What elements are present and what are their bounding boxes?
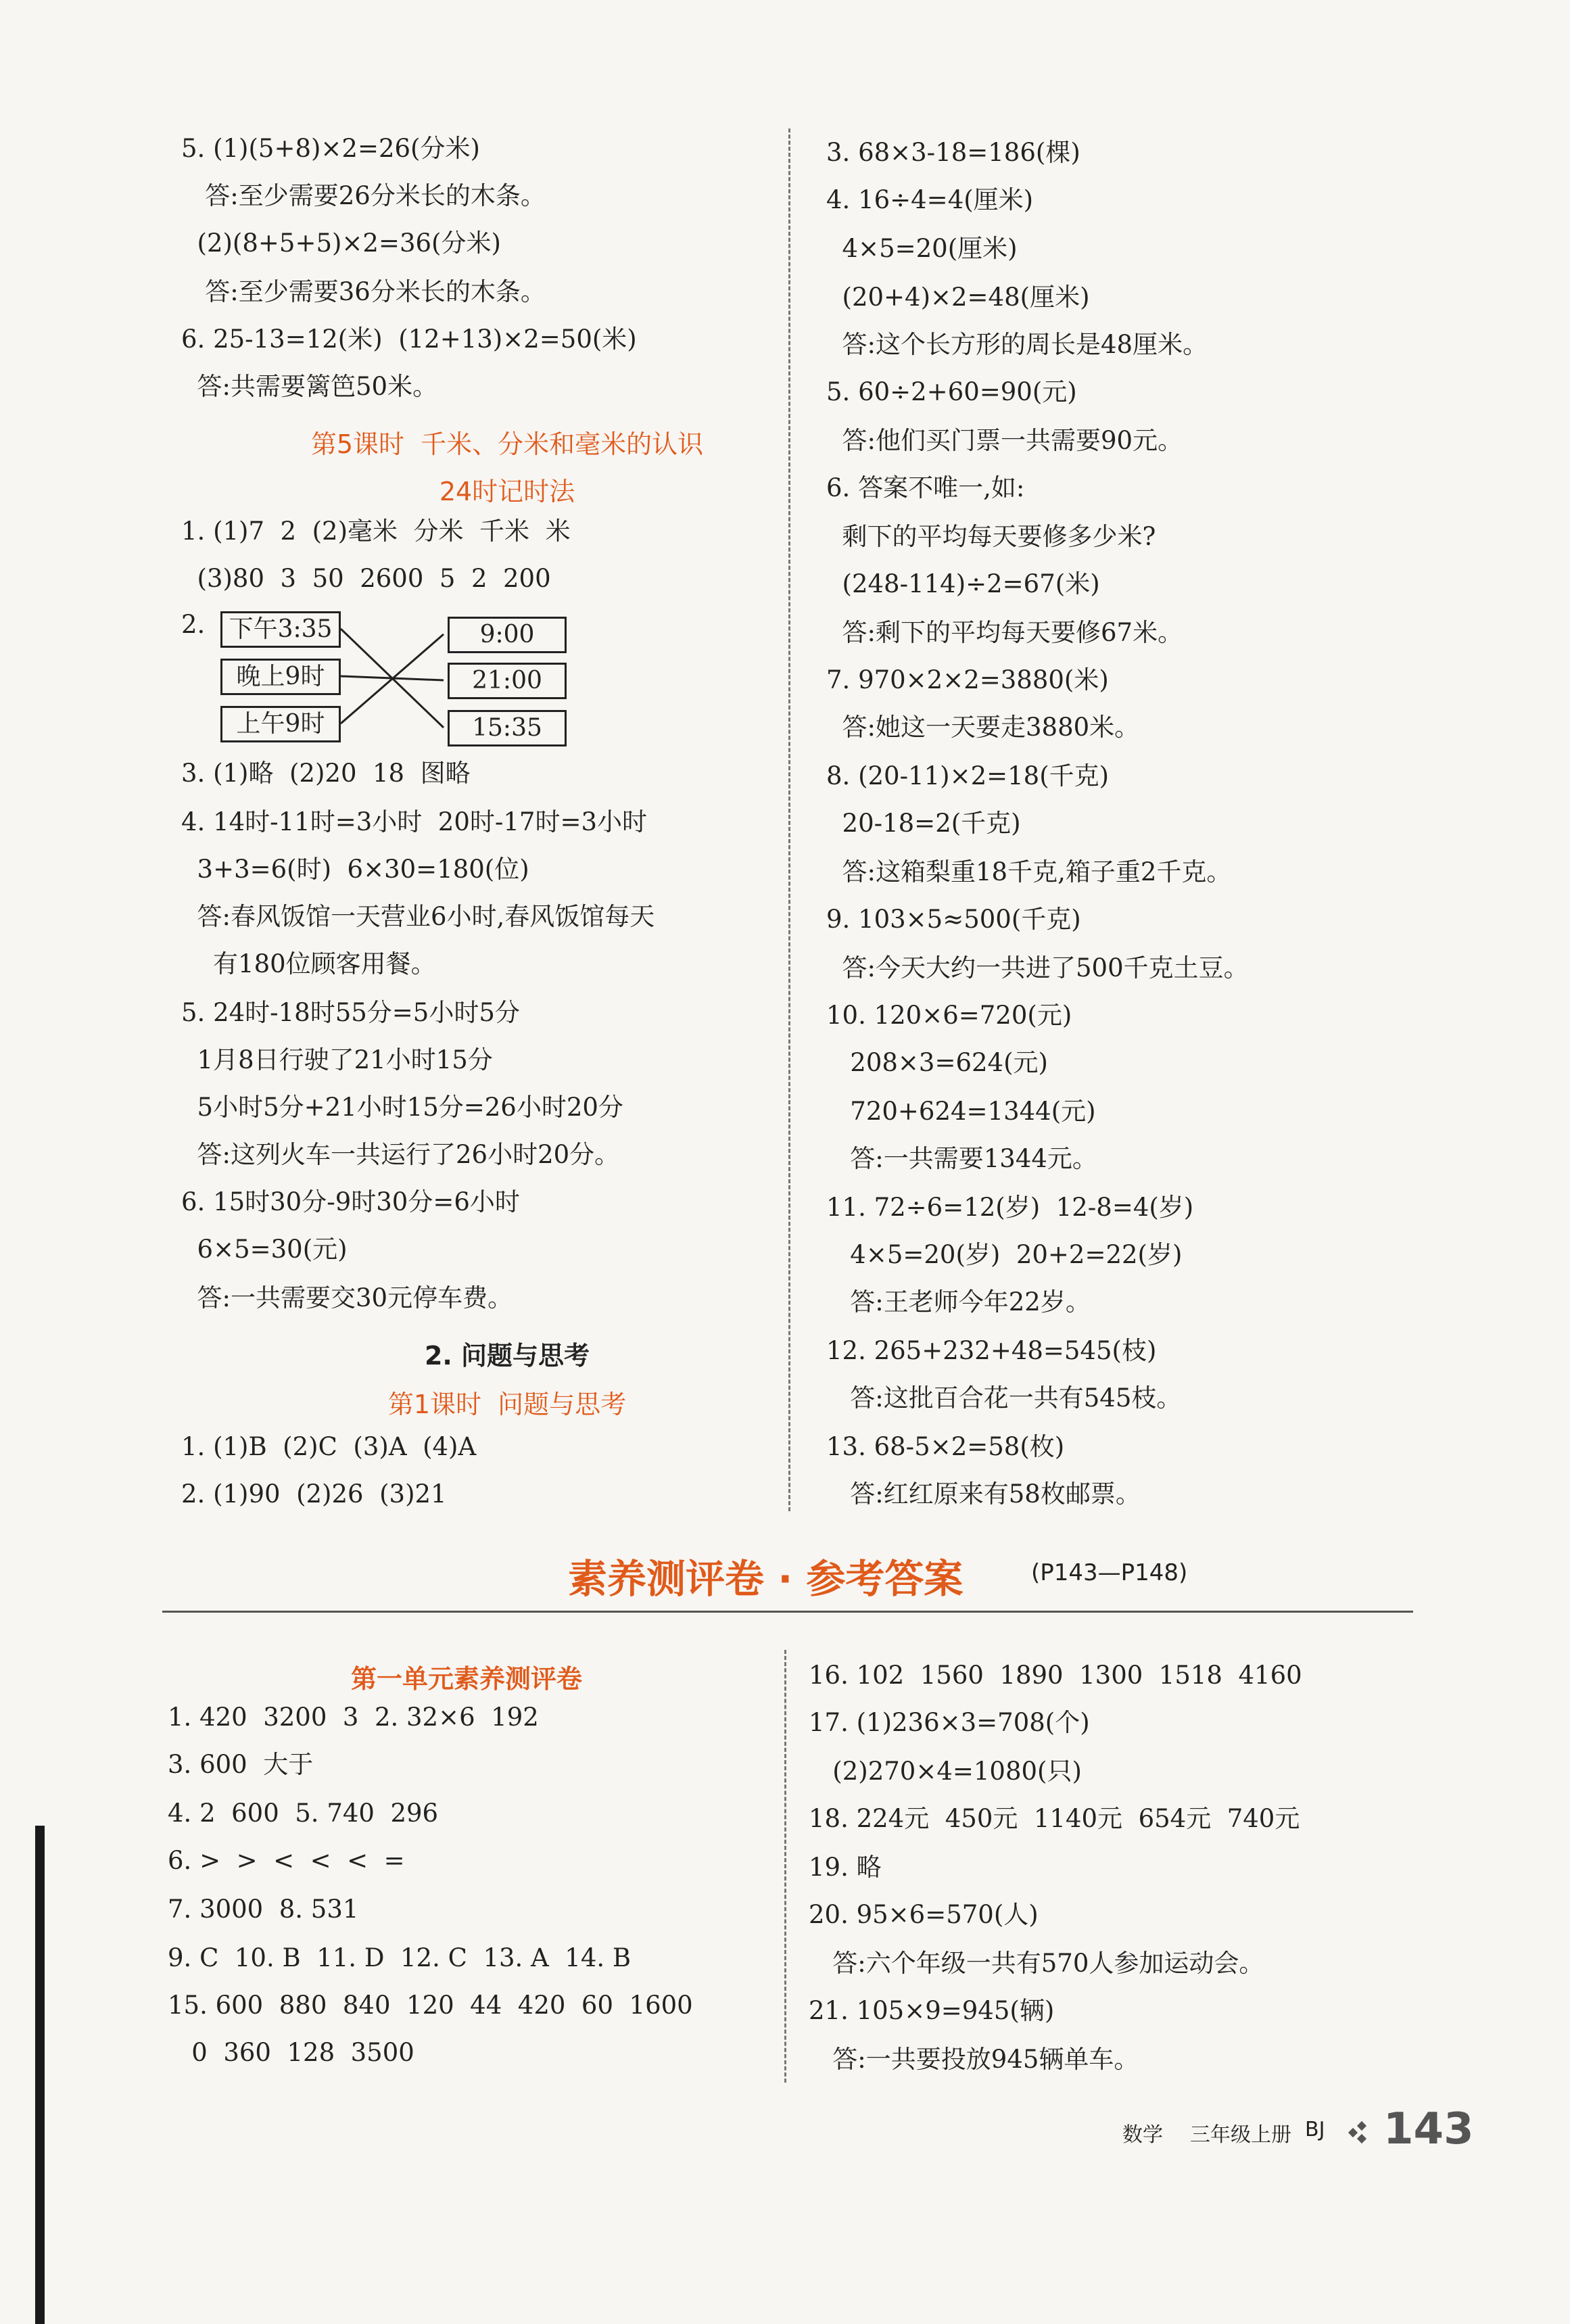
answer-line: 1. (1)7 2 (2)毫米 分米 千米 米 <box>181 517 571 546</box>
match-right-item: 21:00 <box>448 663 567 699</box>
answer-line: (20+4)×2=48(厘米) <box>826 283 1090 312</box>
unit-heading: 第一单元素养测评卷 <box>350 1663 582 1694</box>
answer-line: 11. 72÷6=12(岁) 12-8=4(岁) <box>826 1193 1194 1222</box>
answer-line: 2. (1)90 (2)26 (3)21 <box>181 1479 447 1509</box>
answer-line: 有180位顾客用餐。 <box>181 949 436 978</box>
diamond-dots-icon <box>1347 2120 1377 2145</box>
page-number: 143 <box>1383 2104 1474 2154</box>
answer-line: 4. 2 600 5. 740 296 <box>168 1799 439 1828</box>
scan-edge-shadow <box>35 1826 45 2324</box>
answer-line: 16. 102 1560 1890 1300 1518 4160 <box>809 1661 1302 1690</box>
answer-line: 3. 600 大于 <box>168 1750 314 1779</box>
answer-key-banner <box>162 1540 1413 1621</box>
answer-line: 答:共需要篱笆50米。 <box>181 372 438 401</box>
question-number: 2. <box>181 610 206 639</box>
lesson-heading: 第1课时 问题与思考 <box>387 1390 627 1419</box>
answer-line: 9. 103×5≈500(千克) <box>826 905 1081 934</box>
answer-line: 1. (1)B (2)C (3)A (4)A <box>181 1432 477 1461</box>
answer-line: 0 360 128 3500 <box>168 2038 414 2067</box>
answer-line: 13. 68-5×2=58(枚) <box>826 1432 1065 1461</box>
answer-line: 答:王老师今年22岁。 <box>826 1287 1091 1317</box>
answer-line: (3)80 3 50 2600 5 2 200 <box>181 564 551 593</box>
answer-line: 4. 16÷4=4(厘米) <box>826 185 1034 214</box>
answer-line: 10. 120×6=720(元) <box>826 1001 1072 1030</box>
answer-line: 1. 420 3200 3 2. 32×6 192 <box>168 1703 539 1732</box>
answer-line: 6. 15时30分-9时30分=6小时 <box>181 1187 520 1216</box>
answer-line: 答:这批百合花一共有545枝。 <box>826 1383 1182 1413</box>
answer-line: 5. 60÷2+60=90(元) <box>826 377 1077 406</box>
answer-line: 答:至少需要26分米长的木条。 <box>181 181 546 210</box>
answer-line: 4×5=20(厘米) <box>826 234 1018 263</box>
lesson-subheading: 24时记时法 <box>439 477 575 506</box>
answer-line: 5. 24时-18时55分=5小时5分 <box>181 998 520 1027</box>
answer-line: 6. 25-13=12(米) (12+13)×2=50(米) <box>181 325 637 354</box>
answer-line: 5小时5分+21小时15分=26小时20分 <box>181 1093 623 1122</box>
column-divider <box>784 1650 786 2083</box>
column-divider <box>788 128 790 1511</box>
answer-line: 答:剩下的平均每天要修67米。 <box>826 618 1183 647</box>
answer-line: (2)270×4=1080(只) <box>809 1757 1082 1786</box>
answer-line: 6. > > < < < = <box>168 1846 405 1875</box>
answer-line: 6. 答案不唯一,如: <box>826 473 1025 502</box>
answer-line: 208×3=624(元) <box>826 1048 1048 1077</box>
answer-line: 21. 105×9=945(辆) <box>809 1996 1055 2025</box>
answer-line: 6×5=30(元) <box>181 1235 348 1264</box>
banner-page-range: (P143—P148) <box>1031 1559 1188 1586</box>
answer-line: 19. 略 <box>809 1853 882 1882</box>
answer-line: 3+3=6(时) 6×30=180(位) <box>181 855 529 884</box>
answer-line: 答:她这一天要走3880米。 <box>826 713 1140 742</box>
answer-line: 12. 265+232+48=545(枝) <box>826 1336 1157 1365</box>
answer-line: 9. C 10. B 11. D 12. C 13. A 14. B <box>168 1943 632 1972</box>
match-right-item: 9:00 <box>448 617 567 653</box>
answer-line: 答:这列火车一共运行了26小时20分。 <box>181 1140 620 1169</box>
answer-line: 答:六个年级一共有570人参加运动会。 <box>809 1949 1264 1978</box>
banner-rule <box>162 1611 1413 1613</box>
answer-line: (248-114)÷2=67(米) <box>826 569 1100 598</box>
answer-line: 答:一共要投放945辆单车。 <box>809 2045 1139 2074</box>
answer-line: 1月8日行驶了21小时15分 <box>181 1045 493 1074</box>
answer-line: 答:他们买门票一共需要90元。 <box>826 426 1183 455</box>
answer-line: 4×5=20(岁) 20+2=22(岁) <box>826 1240 1183 1269</box>
match-right-item: 15:35 <box>448 710 567 746</box>
lesson-heading: 第5课时 千米、分米和毫米的认识 <box>310 429 704 459</box>
answer-line: 15. 600 880 840 120 44 420 60 1600 <box>168 1991 693 2020</box>
match-left-item: 晚上9时 <box>220 659 341 695</box>
answer-line: 8. (20-11)×2=18(千克) <box>826 761 1110 790</box>
banner-title: 素养测评卷 · 参考答案 <box>568 1556 964 1602</box>
answer-line: 3. (1)略 (2)20 18 图略 <box>181 759 471 788</box>
answer-line: 7. 970×2×2=3880(米) <box>826 665 1109 694</box>
answer-line: 17. (1)236×3=708(个) <box>809 1708 1090 1737</box>
answer-line: (2)(8+5+5)×2=36(分米) <box>181 229 501 258</box>
answer-line: 答:春风饭馆一天营业6小时,春风饭馆每天 <box>181 902 655 931</box>
footer-edition: BJ <box>1305 2118 1325 2141</box>
answer-line: 7. 3000 8. 531 <box>168 1895 359 1924</box>
answer-line: 答:今天大约一共进了500千克土豆。 <box>826 953 1249 982</box>
answer-line: 答:这箱梨重18千克,箱子重2千克。 <box>826 857 1232 886</box>
answer-line: 4. 14时-11时=3小时 20时-17时=3小时 <box>181 807 647 836</box>
answer-line: 答:至少需要36分米长的木条。 <box>181 277 546 306</box>
section-heading: 2. 问题与思考 <box>424 1341 590 1371</box>
answer-line: 20. 95×6=570(人) <box>809 1900 1039 1929</box>
answer-line: 3. 68×3-18=186(棵) <box>826 138 1080 167</box>
answer-line: 18. 224元 450元 1140元 654元 740元 <box>809 1804 1300 1833</box>
answer-line: 剩下的平均每天要修多少米? <box>826 522 1156 551</box>
answer-line: 答:红红原来有58枚邮票。 <box>826 1479 1141 1509</box>
answer-line: 720+624=1344(元) <box>826 1097 1096 1126</box>
match-left-item: 下午3:35 <box>220 611 341 648</box>
footer-grade: 三年级上册 <box>1190 2123 1291 2147</box>
answer-line: 答:一共需要1344元。 <box>826 1144 1097 1173</box>
answer-line: 答:这个长方形的周长是48厘米。 <box>826 330 1208 359</box>
answer-line: 5. (1)(5+8)×2=26(分米) <box>181 134 480 163</box>
answer-line: 20-18=2(千克) <box>826 809 1021 838</box>
answer-line: 答:一共需要交30元停车费。 <box>181 1283 513 1312</box>
match-left-item: 上午9时 <box>220 706 341 742</box>
footer-subject: 数学 <box>1122 2123 1163 2147</box>
